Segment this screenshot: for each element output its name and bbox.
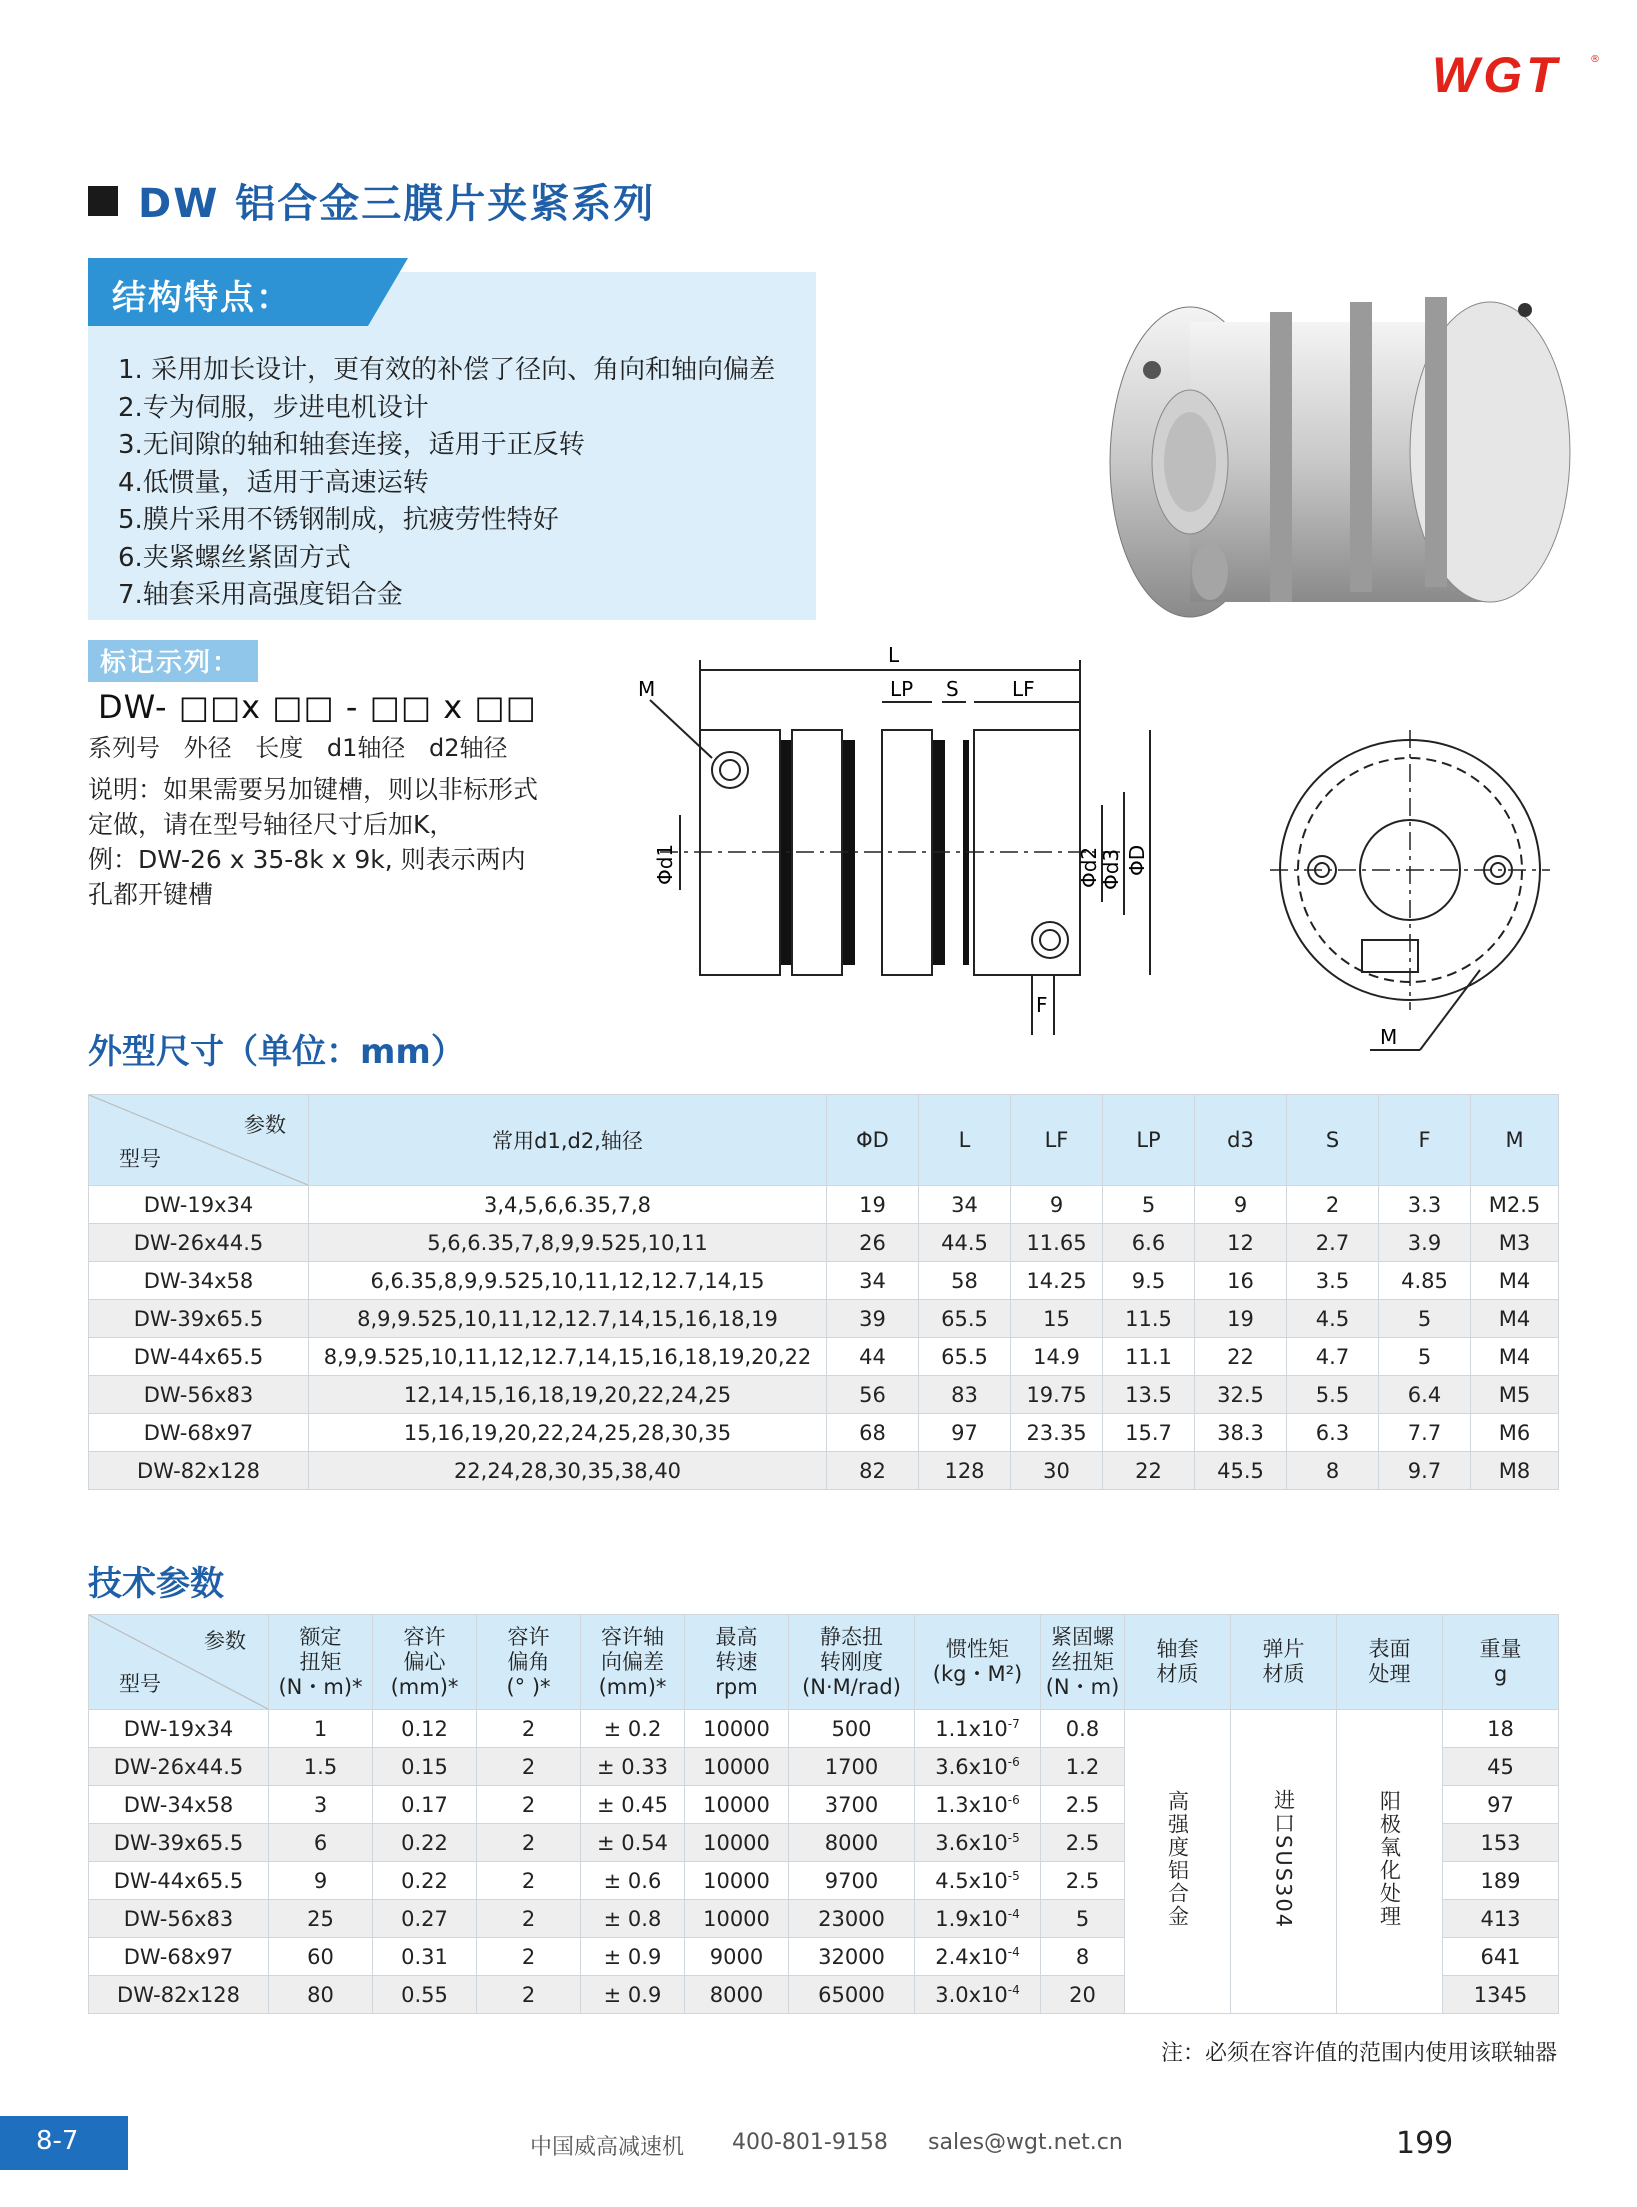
cell-inertia <box>915 1786 1041 1824</box>
cell-weight: 641 <box>1443 1938 1559 1976</box>
dimensions-title: 外型尺寸（单位：mm） <box>88 1032 465 1072</box>
tech-header-line: 最高 <box>715 1624 758 1649</box>
cell-stiff: 1700 <box>789 1748 915 1786</box>
note-line: 说明：如果需要另加键槽，则以非标形式 <box>88 775 539 804</box>
cell-D: 56 <box>827 1376 919 1414</box>
cell-rpm: 10000 <box>685 1786 789 1824</box>
cell-S: 8 <box>1287 1452 1379 1490</box>
cell-rpm: 10000 <box>685 1900 789 1938</box>
table-row <box>89 1300 1559 1338</box>
page-number: 199 <box>1396 2126 1454 2161</box>
usage-note: 注：必须在容许值的范围内使用该联轴器 <box>1160 2041 1557 2066</box>
cell-weight: 189 <box>1443 1862 1559 1900</box>
cell-LP: 15.7 <box>1103 1414 1195 1452</box>
cell-LP: 9.5 <box>1103 1262 1195 1300</box>
inertia-exponent: -4 <box>1007 1944 1020 1959</box>
tech-body <box>89 1710 1559 2014</box>
cell-L: 83 <box>919 1376 1011 1414</box>
inertia-mantissa: 1.1x10 <box>935 1716 1008 1741</box>
dim-S: S <box>946 677 959 701</box>
cell-axial: ± 0.9 <box>581 1976 685 2014</box>
tech-header-line: 额定 <box>299 1624 342 1649</box>
tech-table <box>88 1614 1559 2014</box>
tech-corner-model: 型号 <box>119 1672 161 1696</box>
cell-d3: 32.5 <box>1195 1376 1287 1414</box>
cell-LP: 6.6 <box>1103 1224 1195 1262</box>
cell-inertia <box>915 1824 1041 1862</box>
cell-torque: 60 <box>269 1938 373 1976</box>
coupling-body <box>1110 297 1570 617</box>
dimensions-table <box>88 1094 1559 1490</box>
tech-header <box>1041 1615 1125 1710</box>
tech-header <box>789 1615 915 1710</box>
cell-model: DW-39x65.5 <box>89 1824 269 1862</box>
cell-D: 44 <box>827 1338 919 1376</box>
cell-rpm: 8000 <box>685 1976 789 2014</box>
dim-LP: LP <box>890 677 914 701</box>
cell-F: 5 <box>1379 1300 1471 1338</box>
cell-model: DW-26x44.5 <box>89 1224 309 1262</box>
cell-angle: 2 <box>477 1862 581 1900</box>
cell-LF: 11.65 <box>1011 1224 1103 1262</box>
cell-L: 97 <box>919 1414 1011 1452</box>
cell-shaft-range: 15,16,19,20,22,24,25,28,30,35 <box>309 1414 827 1452</box>
footer-company: 中国威高减速机 <box>530 2135 685 2160</box>
cell-inertia <box>915 1976 1041 2014</box>
dim-D: ΦD <box>1125 844 1149 876</box>
cell-rpm: 10000 <box>685 1862 789 1900</box>
cell-screw: 1.2 <box>1041 1748 1125 1786</box>
cell-model: DW-34x58 <box>89 1786 269 1824</box>
cell-ecc: 0.17 <box>373 1786 477 1824</box>
table-row <box>89 1224 1559 1262</box>
tech-corner-header <box>89 1615 269 1710</box>
cell-axial: ± 0.9 <box>581 1938 685 1976</box>
cell-M: M5 <box>1471 1376 1559 1414</box>
cell-ecc: 0.12 <box>373 1710 477 1748</box>
tech-header-line: (N·M/rad) <box>802 1674 901 1699</box>
cell-model: DW-82x128 <box>89 1976 269 2014</box>
merged-text-disc-material: 进口SUS304 <box>1271 1788 1296 1930</box>
tech-header-line: 容许 <box>403 1624 446 1649</box>
inertia-mantissa: 2.4x10 <box>935 1944 1008 1969</box>
cell-stiff: 8000 <box>789 1824 915 1862</box>
cell-D: 68 <box>827 1414 919 1452</box>
features-header: 结构特点： <box>112 278 292 318</box>
cell-axial: ± 0.54 <box>581 1824 685 1862</box>
cell-model: DW-34x58 <box>89 1262 309 1300</box>
cell-d3: 45.5 <box>1195 1452 1287 1490</box>
header-LP: LP <box>1103 1095 1195 1186</box>
features-list <box>118 352 775 615</box>
cell-rpm: 9000 <box>685 1938 789 1976</box>
header-S: S <box>1287 1095 1379 1186</box>
cell-LF: 9 <box>1011 1186 1103 1224</box>
cell-model: DW-82x128 <box>89 1452 309 1490</box>
cell-inertia <box>915 1938 1041 1976</box>
cell-weight: 18 <box>1443 1710 1559 1748</box>
cell-shaft-range: 5,6,6.35,7,8,9,9.525,10,11 <box>309 1224 827 1262</box>
inertia-exponent: -7 <box>1007 1716 1020 1731</box>
cell-torque: 25 <box>269 1900 373 1938</box>
cell-S: 2 <box>1287 1186 1379 1224</box>
tech-header-line: 转刚度 <box>820 1649 883 1674</box>
cell-angle: 2 <box>477 1748 581 1786</box>
cell-angle: 2 <box>477 1938 581 1976</box>
cell-LF: 23.35 <box>1011 1414 1103 1452</box>
cell-d3: 12 <box>1195 1224 1287 1262</box>
inertia-mantissa: 1.9x10 <box>935 1906 1008 1931</box>
cell-LP: 5 <box>1103 1186 1195 1224</box>
tech-header-line: (mm)* <box>390 1674 459 1699</box>
cell-L: 128 <box>919 1452 1011 1490</box>
cell-hub-material <box>1125 1710 1231 2014</box>
cell-L: 65.5 <box>919 1338 1011 1376</box>
table-row <box>89 1710 1559 1748</box>
dim-d3: Φd3 <box>1099 848 1123 890</box>
cell-stiff: 500 <box>789 1710 915 1748</box>
tech-header-line: rpm <box>715 1674 758 1699</box>
tech-header-line: (mm)* <box>598 1674 667 1699</box>
cell-model: DW-19x34 <box>89 1710 269 1748</box>
cell-shaft-range: 12,14,15,16,18,19,20,22,24,25 <box>309 1376 827 1414</box>
cell-model: DW-26x44.5 <box>89 1748 269 1786</box>
dim-M: M <box>638 677 656 701</box>
cell-surface <box>1337 1710 1443 2014</box>
cell-LF: 30 <box>1011 1452 1103 1490</box>
cell-M: M4 <box>1471 1338 1559 1376</box>
inertia-mantissa: 3.0x10 <box>935 1982 1008 2007</box>
cell-axial: ± 0.6 <box>581 1862 685 1900</box>
header-LF: LF <box>1011 1095 1103 1186</box>
cell-stiff: 3700 <box>789 1786 915 1824</box>
cell-ecc: 0.27 <box>373 1900 477 1938</box>
cell-D: 26 <box>827 1224 919 1262</box>
cell-S: 6.3 <box>1287 1414 1379 1452</box>
product-photo <box>1080 252 1580 652</box>
cell-disc-material <box>1231 1710 1337 2014</box>
cell-ecc: 0.55 <box>373 1976 477 2014</box>
inertia-mantissa: 4.5x10 <box>935 1868 1008 1893</box>
cell-LP: 13.5 <box>1103 1376 1195 1414</box>
cell-D: 39 <box>827 1300 919 1338</box>
cell-torque: 3 <box>269 1786 373 1824</box>
header-M: M <box>1471 1095 1559 1186</box>
dim-LF: LF <box>1012 677 1035 701</box>
cell-d3: 19 <box>1195 1300 1287 1338</box>
cell-screw: 2.5 <box>1041 1786 1125 1824</box>
cell-F: 3.3 <box>1379 1186 1471 1224</box>
cell-torque: 1 <box>269 1710 373 1748</box>
dimensions-body <box>89 1186 1559 1490</box>
inertia-exponent: -4 <box>1007 1982 1020 1997</box>
inertia-exponent: -5 <box>1007 1868 1020 1883</box>
cell-ecc: 0.22 <box>373 1862 477 1900</box>
header-shaft: 常用d1,d2,轴径 <box>309 1095 827 1186</box>
tech-header <box>477 1615 581 1710</box>
cell-weight: 45 <box>1443 1748 1559 1786</box>
model-code: DW- □□x □□ - □□ x □□ <box>98 688 537 726</box>
cell-D: 19 <box>827 1186 919 1224</box>
cell-LF: 15 <box>1011 1300 1103 1338</box>
inertia-exponent: -5 <box>1007 1830 1020 1845</box>
tech-corner-param: 参数 <box>204 1629 246 1653</box>
side-view-drawing <box>620 640 1210 1060</box>
cell-F: 9.7 <box>1379 1452 1471 1490</box>
tech-header-line: 丝扭矩 <box>1051 1649 1114 1674</box>
feature-item: 1. 采用加长设计，更有效的补偿了径向、角向和轴向偏差 <box>118 355 776 385</box>
inertia-mantissa: 1.3x10 <box>935 1792 1008 1817</box>
cell-M: M2.5 <box>1471 1186 1559 1224</box>
cell-M: M4 <box>1471 1300 1559 1338</box>
cell-F: 7.7 <box>1379 1414 1471 1452</box>
cell-stiff: 9700 <box>789 1862 915 1900</box>
cell-axial: ± 0.8 <box>581 1900 685 1938</box>
cell-angle: 2 <box>477 1976 581 2014</box>
title-marker <box>88 186 118 216</box>
cell-angle: 2 <box>477 1824 581 1862</box>
table-row <box>89 1376 1559 1414</box>
footer-email: sales@wgt.net.cn <box>928 2130 1123 2155</box>
cell-LF: 14.25 <box>1011 1262 1103 1300</box>
cell-model: DW-56x83 <box>89 1376 309 1414</box>
marking-header: 标记示列： <box>100 648 241 678</box>
cell-d3: 22 <box>1195 1338 1287 1376</box>
cell-inertia <box>915 1710 1041 1748</box>
tech-header-line: (° )* <box>506 1674 551 1699</box>
tech-header-line: 重量 <box>1479 1637 1522 1661</box>
cell-stiff: 65000 <box>789 1976 915 2014</box>
registered-mark: ® <box>1590 54 1600 65</box>
inertia-exponent: -4 <box>1007 1906 1020 1921</box>
cell-L: 44.5 <box>919 1224 1011 1262</box>
tech-header <box>581 1615 685 1710</box>
end-dim-M: M <box>1380 1025 1398 1049</box>
tech-header <box>373 1615 477 1710</box>
cell-ecc: 0.15 <box>373 1748 477 1786</box>
page-title: DW 铝合金三膜片夹紧系列 <box>138 181 656 227</box>
tech-header-line: 容许轴 <box>601 1624 664 1649</box>
tech-header-line: 转速 <box>715 1649 758 1674</box>
cell-d3: 16 <box>1195 1262 1287 1300</box>
cell-L: 34 <box>919 1186 1011 1224</box>
cell-inertia <box>915 1748 1041 1786</box>
cell-D: 82 <box>827 1452 919 1490</box>
tech-header-line: 材质 <box>1156 1662 1199 1686</box>
cell-axial: ± 0.45 <box>581 1786 685 1824</box>
code-labels: 系列号 外径 长度 d1轴径 d2轴径 <box>88 734 508 762</box>
tech-header-line: 静态扭 <box>820 1624 883 1649</box>
cell-M: M8 <box>1471 1452 1559 1490</box>
cell-screw: 5 <box>1041 1900 1125 1938</box>
cell-d3: 9 <box>1195 1186 1287 1224</box>
tech-header-line: g <box>1493 1662 1508 1686</box>
feature-item: 6.夹紧螺丝紧固方式 <box>118 542 351 573</box>
inertia-exponent: -6 <box>1007 1754 1020 1769</box>
cell-shaft-range: 8,9,9.525,10,11,12,12.7,14,15,16,18,19,20,22 <box>309 1338 827 1376</box>
inertia-exponent: -6 <box>1007 1792 1020 1807</box>
cell-angle: 2 <box>477 1900 581 1938</box>
cell-axial: ± 0.33 <box>581 1748 685 1786</box>
header-L: L <box>919 1095 1011 1186</box>
cell-weight: 1345 <box>1443 1976 1559 2014</box>
cell-model: DW-56x83 <box>89 1900 269 1938</box>
logo-text: WGT <box>1432 47 1561 102</box>
cell-torque: 6 <box>269 1824 373 1862</box>
header-d3: d3 <box>1195 1095 1287 1186</box>
cell-F: 5 <box>1379 1338 1471 1376</box>
cell-stiff: 32000 <box>789 1938 915 1976</box>
footer-phone: 400-801-9158 <box>732 2130 888 2155</box>
cell-screw: 0.8 <box>1041 1710 1125 1748</box>
feature-item: 5.膜片采用不锈钢制成，抗疲劳性特好 <box>118 505 559 535</box>
cell-S: 4.5 <box>1287 1300 1379 1338</box>
cell-ecc: 0.22 <box>373 1824 477 1862</box>
tech-header-line: 偏角 <box>507 1649 550 1674</box>
cell-S: 2.7 <box>1287 1224 1379 1262</box>
cell-weight: 97 <box>1443 1786 1559 1824</box>
cell-model: DW-68x97 <box>89 1414 309 1452</box>
cell-shaft-range: 22,24,28,30,35,38,40 <box>309 1452 827 1490</box>
cell-angle: 2 <box>477 1710 581 1748</box>
header-F: F <box>1379 1095 1471 1186</box>
cell-weight: 153 <box>1443 1824 1559 1862</box>
merged-text-surface: 阳极氧化处理 <box>1377 1790 1402 1928</box>
cell-screw: 2.5 <box>1041 1824 1125 1862</box>
cell-weight: 413 <box>1443 1900 1559 1938</box>
cell-LP: 22 <box>1103 1452 1195 1490</box>
cell-rpm: 10000 <box>685 1748 789 1786</box>
tech-header-line: 扭矩 <box>299 1649 342 1674</box>
cell-M: M6 <box>1471 1414 1559 1452</box>
cell-M: M4 <box>1471 1262 1559 1300</box>
inertia-mantissa: 3.6x10 <box>935 1830 1008 1855</box>
dim-d2: Φd2 <box>1077 846 1101 888</box>
cell-L: 65.5 <box>919 1300 1011 1338</box>
feature-item: 2.专为伺服，步进电机设计 <box>118 392 429 423</box>
cell-ecc: 0.31 <box>373 1938 477 1976</box>
cell-torque: 9 <box>269 1862 373 1900</box>
tech-header <box>1337 1615 1443 1710</box>
tech-header-line: 紧固螺 <box>1051 1624 1114 1649</box>
cell-model: DW-19x34 <box>89 1186 309 1224</box>
table-row <box>89 1414 1559 1452</box>
corner-model: 型号 <box>119 1147 161 1171</box>
tech-header <box>1443 1615 1559 1710</box>
cell-rpm: 10000 <box>685 1710 789 1748</box>
tech-title: 技术参数 <box>88 1564 224 1604</box>
cell-S: 5.5 <box>1287 1376 1379 1414</box>
dim-d1: Φd1 <box>653 843 677 885</box>
tech-header-line: 表面 <box>1368 1637 1411 1661</box>
cell-S: 3.5 <box>1287 1262 1379 1300</box>
tech-header <box>1125 1615 1231 1710</box>
tech-header-line: (N・m) <box>1045 1674 1120 1699</box>
cell-inertia <box>915 1862 1041 1900</box>
cell-torque: 80 <box>269 1976 373 2014</box>
tech-header-line: 容许 <box>507 1624 550 1649</box>
cell-d3: 38.3 <box>1195 1414 1287 1452</box>
cell-shaft-range: 3,4,5,6,6.35,7,8 <box>309 1186 827 1224</box>
note-line: 例：DW-26 x 35-8k x 9k, 则表示两内 <box>88 845 526 874</box>
cell-model: DW-39x65.5 <box>89 1300 309 1338</box>
marking-note <box>88 772 588 912</box>
tech-header-line: 处理 <box>1368 1662 1411 1686</box>
table-row <box>89 1452 1559 1490</box>
cell-rpm: 10000 <box>685 1824 789 1862</box>
cell-LF: 19.75 <box>1011 1376 1103 1414</box>
note-line: 孔都开键槽 <box>88 880 214 909</box>
cell-F: 4.85 <box>1379 1262 1471 1300</box>
tech-header-line: 偏心 <box>403 1649 446 1674</box>
merged-text-hub-material: 高强度铝合金 <box>1165 1790 1190 1928</box>
corner-param: 参数 <box>244 1113 286 1137</box>
cell-LP: 11.5 <box>1103 1300 1195 1338</box>
tech-header <box>1231 1615 1337 1710</box>
tech-header <box>685 1615 789 1710</box>
cell-model: DW-68x97 <box>89 1938 269 1976</box>
cell-LP: 11.1 <box>1103 1338 1195 1376</box>
tech-header-line: 向偏差 <box>601 1649 664 1674</box>
cell-stiff: 23000 <box>789 1900 915 1938</box>
tech-header-line: 惯性矩 <box>946 1637 1009 1661</box>
feature-item: 3.无间隙的轴和轴套连接，适用于正反转 <box>118 430 585 460</box>
cell-L: 58 <box>919 1262 1011 1300</box>
cell-screw: 8 <box>1041 1938 1125 1976</box>
note-line: 定做，请在型号轴径尺寸后加K， <box>88 810 455 839</box>
tech-header <box>269 1615 373 1710</box>
inertia-mantissa: 3.6x10 <box>935 1754 1008 1779</box>
feature-item: 4.低惯量，适用于高速运转 <box>118 467 429 498</box>
tech-header-line: 轴套 <box>1156 1637 1199 1661</box>
cell-shaft-range: 8,9,9.525,10,11,12,12.7,14,15,16,18,19 <box>309 1300 827 1338</box>
cell-model: DW-44x65.5 <box>89 1862 269 1900</box>
cell-screw: 20 <box>1041 1976 1125 2014</box>
tech-header-line: (kg・M²) <box>932 1662 1023 1686</box>
tech-header-line: (N・m)* <box>278 1674 363 1699</box>
tech-header-line: 材质 <box>1262 1662 1305 1686</box>
cell-torque: 1.5 <box>269 1748 373 1786</box>
cell-inertia <box>915 1900 1041 1938</box>
cell-S: 4.7 <box>1287 1338 1379 1376</box>
cell-D: 34 <box>827 1262 919 1300</box>
cell-F: 3.9 <box>1379 1224 1471 1262</box>
cell-LF: 14.9 <box>1011 1338 1103 1376</box>
corner-header <box>89 1095 309 1186</box>
table-row <box>89 1338 1559 1376</box>
cell-model: DW-44x65.5 <box>89 1338 309 1376</box>
header-D: ΦD <box>827 1095 919 1186</box>
cell-screw: 2.5 <box>1041 1862 1125 1900</box>
dim-L: L <box>888 643 900 667</box>
tech-header <box>915 1615 1041 1710</box>
cell-axial: ± 0.2 <box>581 1710 685 1748</box>
cell-shaft-range: 6,6.35,8,9,9.525,10,11,12,12.7,14,15 <box>309 1262 827 1300</box>
dim-F: F <box>1036 993 1048 1017</box>
table-row <box>89 1262 1559 1300</box>
table-row <box>89 1186 1559 1224</box>
end-view-drawing <box>1270 730 1570 1070</box>
cell-M: M3 <box>1471 1224 1559 1262</box>
feature-item: 7.轴套采用高强度铝合金 <box>118 580 403 610</box>
cell-F: 6.4 <box>1379 1376 1471 1414</box>
section-number: 8-7 <box>36 2126 79 2156</box>
cell-angle: 2 <box>477 1786 581 1824</box>
wgt-logo <box>1432 46 1600 102</box>
tech-header-line: 弹片 <box>1262 1637 1305 1661</box>
